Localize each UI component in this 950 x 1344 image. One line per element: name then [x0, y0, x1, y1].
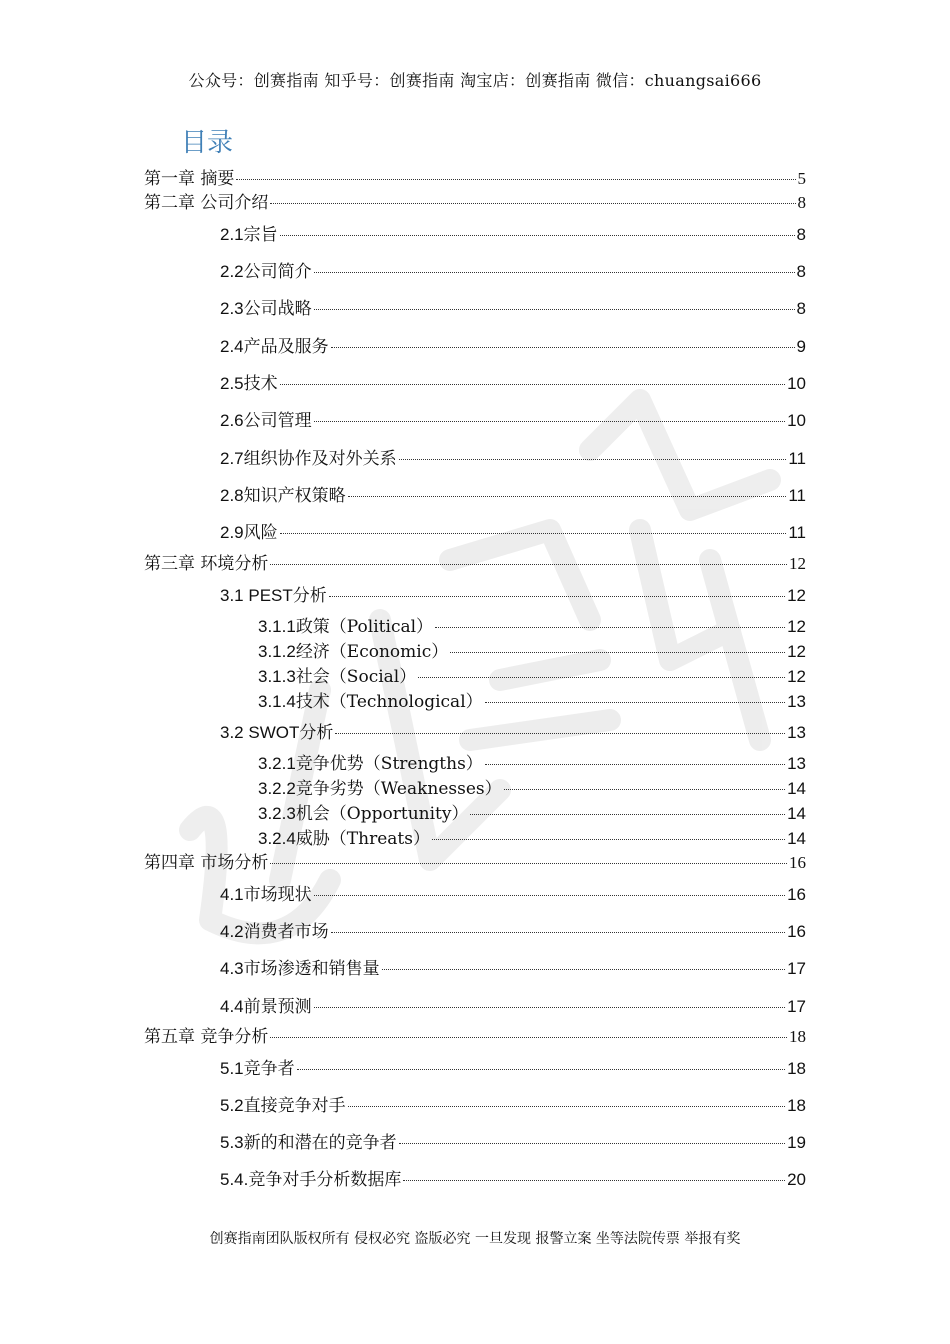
- dot-leader: [270, 203, 795, 204]
- dot-leader: [314, 895, 785, 896]
- toc-entry-number: 4.4: [220, 997, 244, 1016]
- toc-entry-label: 消费者市场: [243, 922, 329, 942]
- toc-entry-page-number: 14: [787, 804, 806, 823]
- toc-entry-label: 风险: [243, 523, 278, 543]
- dot-leader: [450, 652, 785, 653]
- toc-entry-label: 分析: [292, 586, 327, 606]
- toc-entry-page-number: 12: [787, 667, 806, 686]
- toc-entry[interactable]: [220, 335, 806, 359]
- toc-entry-label: 公司简介: [243, 262, 312, 282]
- dot-leader: [314, 309, 795, 310]
- toc-entry-label: 机会（Opportunity）: [295, 804, 469, 824]
- dot-leader: [270, 863, 787, 864]
- toc-entry-page-number: 18: [789, 1027, 806, 1046]
- toc-entry-label: 经济（Economic）: [295, 642, 449, 662]
- toc-entry[interactable]: [220, 521, 806, 545]
- toc-entry[interactable]: [220, 584, 806, 608]
- toc-entry-number: 4.3: [220, 959, 244, 978]
- toc-entry-number: 3.2 SWOT: [220, 723, 300, 742]
- toc-entry-page-number: 11: [788, 523, 806, 542]
- toc-entry[interactable]: [258, 802, 806, 826]
- toc-entry-page-number: 12: [789, 554, 806, 573]
- dot-leader: [399, 1143, 785, 1144]
- toc-entry[interactable]: [220, 1094, 806, 1118]
- toc-entry-number: 3.1 PEST: [220, 586, 293, 605]
- toc-entry[interactable]: [220, 920, 806, 944]
- toc-entry-page-number: 12: [787, 586, 806, 605]
- toc-entry-number: 5.3: [220, 1133, 244, 1152]
- toc-entry-label: 知识产权策略: [243, 486, 346, 506]
- toc-entry-label: 技术: [243, 374, 278, 394]
- toc-entry-page-number: 14: [787, 829, 806, 848]
- toc-entry[interactable]: [220, 1168, 806, 1192]
- toc-entry[interactable]: [220, 447, 806, 471]
- toc-entry[interactable]: [220, 223, 806, 247]
- toc-entry-page-number: 18: [787, 1096, 806, 1115]
- toc-entry-label: 第三章 环境分析: [144, 554, 269, 574]
- dot-leader: [331, 347, 795, 348]
- toc-entry-page-number: 16: [787, 885, 806, 904]
- toc-entry-page-number: 18: [787, 1059, 806, 1078]
- toc-entry-number: 2.7: [220, 449, 244, 468]
- toc-entry-number: 4.2: [220, 922, 244, 941]
- toc-entry-number: 3.1.3: [258, 667, 296, 686]
- toc-entry-label: 前景预测: [243, 997, 312, 1017]
- dot-leader: [314, 421, 785, 422]
- dot-leader: [485, 764, 785, 765]
- toc-entry-number: 2.8: [220, 486, 244, 505]
- toc-entry-label: 公司管理: [243, 411, 312, 431]
- toc-entry-label: 第二章 公司介绍: [144, 193, 269, 213]
- toc-entry-label: 市场渗透和销售量: [243, 959, 380, 979]
- dot-leader: [314, 272, 795, 273]
- toc-entry[interactable]: [258, 827, 806, 851]
- toc-entry-page-number: 11: [788, 449, 806, 468]
- toc-entry-number: 2.2: [220, 262, 244, 281]
- dot-leader: [418, 677, 785, 678]
- toc-entry-label: 新的和潜在的竞争者: [243, 1133, 397, 1153]
- dot-leader: [270, 564, 787, 565]
- toc-entry-page-number: 12: [787, 617, 806, 636]
- toc-entry-number: 2.5: [220, 374, 244, 393]
- toc-entry-label: 分析: [299, 723, 334, 743]
- toc-entry[interactable]: [220, 372, 806, 396]
- toc-entry[interactable]: [258, 665, 806, 689]
- dot-leader: [331, 932, 785, 933]
- toc-entry[interactable]: [258, 615, 806, 639]
- toc-entry-label: 组织协作及对外关系: [243, 449, 397, 469]
- dot-leader: [403, 1180, 785, 1181]
- dot-leader: [348, 1106, 785, 1107]
- toc-entry[interactable]: [144, 851, 806, 875]
- toc-entry-page-number: 10: [787, 374, 806, 393]
- toc-entry[interactable]: [220, 1131, 806, 1155]
- page-footer: 创赛指南团队版权所有 侵权必究 盗版必究 一旦发现 报警立案 坐等法院传票 举报有奖: [209, 1231, 741, 1247]
- toc-entry-label: 宗旨: [243, 225, 278, 245]
- toc-entry[interactable]: [144, 552, 806, 576]
- toc-entry-number: 3.1.4: [258, 692, 296, 711]
- dot-leader: [329, 596, 785, 597]
- toc-entry-page-number: 13: [787, 692, 806, 711]
- toc-entry-page-number: 9: [796, 337, 806, 356]
- toc-title: 目录: [181, 128, 234, 158]
- toc-entry-number: 3.2.2: [258, 779, 296, 798]
- toc-entry[interactable]: [144, 167, 806, 191]
- toc-entry[interactable]: [144, 191, 806, 215]
- toc-entry[interactable]: [220, 721, 806, 745]
- toc-entry-page-number: 8: [796, 299, 806, 318]
- toc-entry-page-number: 8: [796, 262, 806, 281]
- toc-entry-page-number: 12: [787, 642, 806, 661]
- toc-entry-label: 竞争者: [243, 1059, 295, 1079]
- toc-entry-label: 市场现状: [243, 885, 312, 905]
- toc-entry-page-number: 5: [797, 169, 806, 188]
- toc-entry-label: 产品及服务: [243, 337, 329, 357]
- toc-entry-label: 技术（Technological）: [295, 692, 483, 712]
- dot-leader: [348, 496, 787, 497]
- toc-entry-number: 3.2.4: [258, 829, 296, 848]
- dot-leader: [280, 384, 785, 385]
- toc-entry[interactable]: [220, 883, 806, 907]
- toc-entry[interactable]: [258, 777, 806, 801]
- toc-entry-label: 竞争对手分析数据库: [248, 1170, 402, 1190]
- toc-entry-page-number: 11: [788, 486, 806, 505]
- toc-entry-number: 3.2.3: [258, 804, 296, 823]
- toc-entry-number: 4.1: [220, 885, 244, 904]
- toc-entry-page-number: 8: [797, 193, 806, 212]
- toc-entry-label: 公司战略: [243, 299, 312, 319]
- toc-entry[interactable]: [258, 690, 806, 714]
- toc-entry-page-number: 16: [787, 922, 806, 941]
- toc-entry-number: 2.9: [220, 523, 244, 542]
- toc-entry-page-number: 13: [787, 754, 806, 773]
- toc-entry-label: 直接竞争对手: [243, 1096, 346, 1116]
- toc-entry[interactable]: [220, 957, 806, 981]
- toc-entry[interactable]: [220, 297, 806, 321]
- dot-leader: [399, 459, 787, 460]
- toc-entry-page-number: 17: [787, 997, 806, 1016]
- toc-entry-number: 2.6: [220, 411, 244, 430]
- toc-entry-label: 第四章 市场分析: [144, 853, 269, 873]
- toc-entry-number: 2.1: [220, 225, 244, 244]
- toc-entry[interactable]: [220, 409, 806, 433]
- toc-entry[interactable]: [144, 1025, 806, 1049]
- toc-entry-label: 政策（Political）: [295, 617, 434, 637]
- toc-entry-label: 社会（Social）: [295, 667, 417, 687]
- toc-entry-page-number: 19: [787, 1133, 806, 1152]
- toc-entry[interactable]: [258, 640, 806, 664]
- page-header: 公众号：创赛指南 知乎号：创赛指南 淘宝店：创赛指南 微信：chuangsai666: [188, 71, 762, 90]
- dot-leader: [335, 733, 785, 734]
- dot-leader: [432, 839, 785, 840]
- toc-entry-page-number: 20: [787, 1170, 806, 1189]
- toc-entry-number: 3.2.1: [258, 754, 296, 773]
- dot-leader: [382, 969, 785, 970]
- dot-leader: [280, 533, 787, 534]
- toc-entry-page-number: 8: [796, 225, 806, 244]
- dot-leader: [280, 235, 795, 236]
- toc-entry-label: 竞争优势（Strengths）: [295, 754, 483, 774]
- toc-entry-page-number: 16: [789, 853, 806, 872]
- toc-entry-number: 5.1: [220, 1059, 244, 1078]
- dot-leader: [504, 789, 785, 790]
- toc-entry[interactable]: [220, 260, 806, 284]
- toc-entry-number: 2.4: [220, 337, 244, 356]
- toc-entry-number: 5.4.: [220, 1170, 249, 1189]
- toc-entry-label: 第五章 竞争分析: [144, 1027, 269, 1047]
- toc-entry-label: 第一章 摘要: [144, 169, 235, 189]
- toc-entry-number: 2.3: [220, 299, 244, 318]
- toc-entry-label: 竞争劣势（Weaknesses）: [295, 779, 502, 799]
- dot-leader: [485, 702, 785, 703]
- dot-leader: [435, 627, 785, 628]
- dot-leader: [236, 179, 795, 180]
- toc-entry-label: 威胁（Threats）: [295, 829, 430, 849]
- toc-entry[interactable]: [220, 995, 806, 1019]
- toc-entry-page-number: 14: [787, 779, 806, 798]
- toc-entry[interactable]: [220, 1057, 806, 1081]
- toc-entry[interactable]: [258, 752, 806, 776]
- toc-entry-page-number: 13: [787, 723, 806, 742]
- dot-leader: [314, 1007, 785, 1008]
- toc-entry-number: 3.1.1: [258, 617, 296, 636]
- toc-entry-page-number: 10: [787, 411, 806, 430]
- toc-entry[interactable]: [220, 484, 806, 508]
- dot-leader: [270, 1037, 787, 1038]
- toc-entry-page-number: 17: [787, 959, 806, 978]
- toc-entry-number: 5.2: [220, 1096, 244, 1115]
- dot-leader: [297, 1069, 785, 1070]
- toc-entry-number: 3.1.2: [258, 642, 296, 661]
- dot-leader: [470, 814, 785, 815]
